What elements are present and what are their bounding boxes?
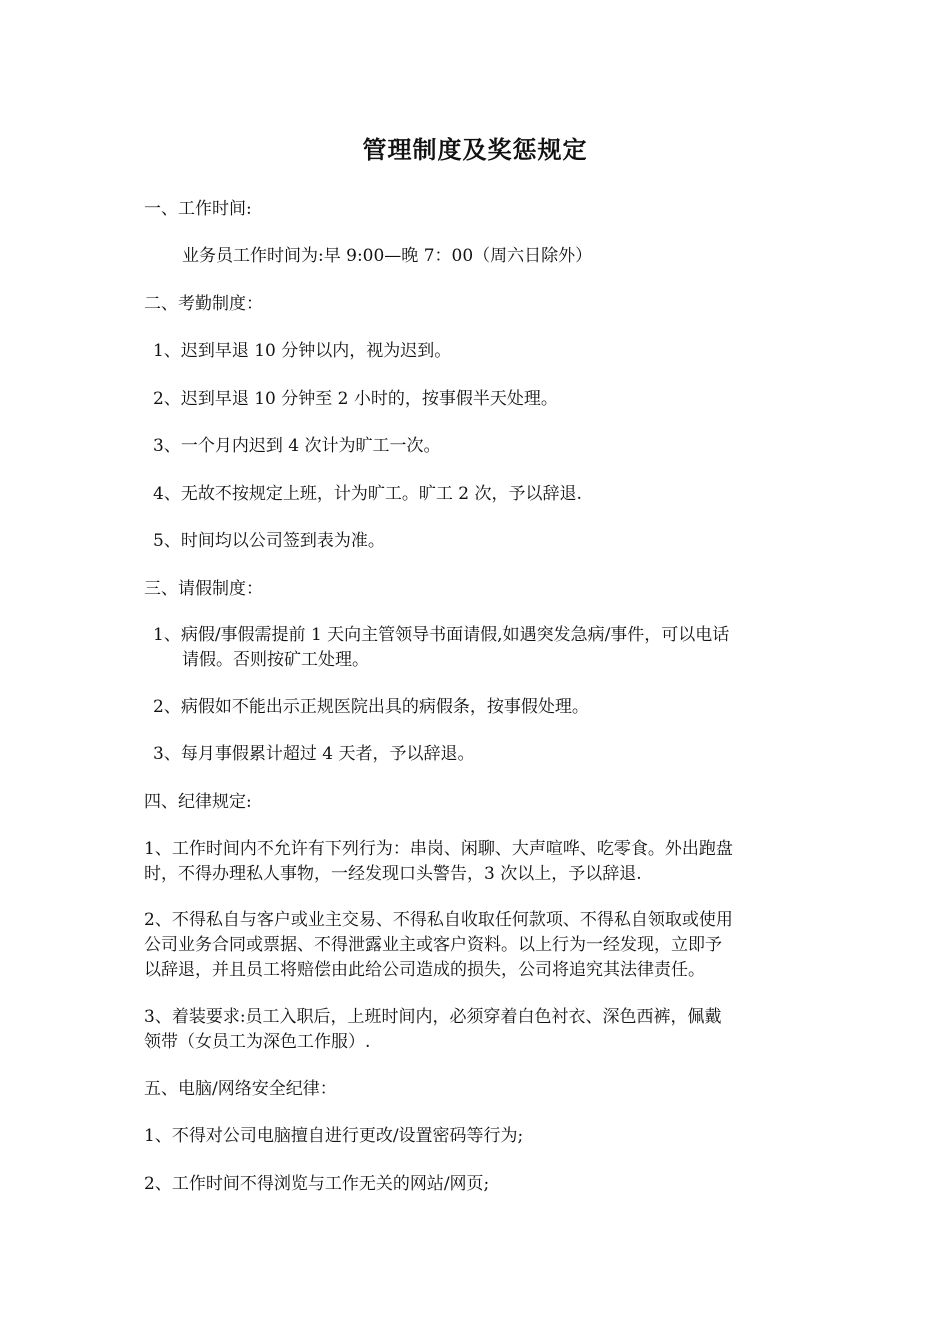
section-heading-computer-security: 五、电脑/网络安全纪律： <box>144 1079 337 1099</box>
discipline-item-2-line-1: 2、不得私自与客户或业主交易、不得私自收取任何款项、不得私自领取或使用 <box>144 910 733 930</box>
attendance-item-4: 4、无故不按规定上班，计为旷工。旷工 2 次，予以辞退. <box>153 484 582 504</box>
section-heading-work-time: 一、工作时间: <box>144 199 252 219</box>
discipline-item-2-line-2: 公司业务合同或票据、不得泄露业主或客户资料。以上行为一经发现，立即予 <box>144 935 722 955</box>
computer-security-item-1: 1、不得对公司电脑擅自进行更改/设置密码等行为; <box>144 1126 524 1146</box>
leave-item-3: 3、每月事假累计超过 4 天者，予以辞退。 <box>153 744 475 764</box>
section-heading-discipline: 四、纪律规定: <box>144 792 252 812</box>
discipline-item-3-line-1: 3、着装要求:员工入职后，上班时间内，必须穿着白色衬衣、深色西裤，佩戴 <box>144 1007 722 1027</box>
attendance-item-5: 5、时间均以公司签到表为准。 <box>153 531 385 551</box>
work-time-text: 业务员工作时间为:早 9:00—晚 7：00（周六日除外） <box>182 246 593 266</box>
discipline-item-2-line-3: 以辞退，并且员工将赔偿由此给公司造成的损失，公司将追究其法律责任。 <box>144 960 705 980</box>
attendance-item-1: 1、迟到早退 10 分钟以内，视为迟到。 <box>153 341 452 361</box>
leave-item-1-line-1: 1、病假/事假需提前 1 天向主管领导书面请假,如遇突发急病/事件，可以电话 <box>153 625 730 645</box>
section-heading-leave: 三、请假制度： <box>144 579 263 599</box>
discipline-item-1-line-1: 1、工作时间内不允许有下列行为：串岗、闲聊、大声喧哗、吃零食。外出跑盘 <box>144 839 733 859</box>
attendance-item-3: 3、一个月内迟到 4 次计为旷工一次。 <box>153 436 441 456</box>
section-heading-attendance: 二、考勤制度： <box>144 294 263 314</box>
discipline-item-1-line-2: 时，不得办理私人事物，一经发现口头警告，3 次以上，予以辞退. <box>144 864 642 884</box>
discipline-item-3-line-2: 领带（女员工为深色工作服）. <box>144 1032 371 1052</box>
leave-item-1-line-2: 请假。否则按矿工处理。 <box>182 650 369 670</box>
leave-item-2: 2、病假如不能出示正规医院出具的病假条，按事假处理。 <box>153 697 589 717</box>
page-title: 管理制度及奖惩规定 <box>362 136 588 164</box>
computer-security-item-2: 2、工作时间不得浏览与工作无关的网站/网页; <box>144 1174 490 1194</box>
attendance-item-2: 2、迟到早退 10 分钟至 2 小时的，按事假半天处理。 <box>153 389 558 409</box>
